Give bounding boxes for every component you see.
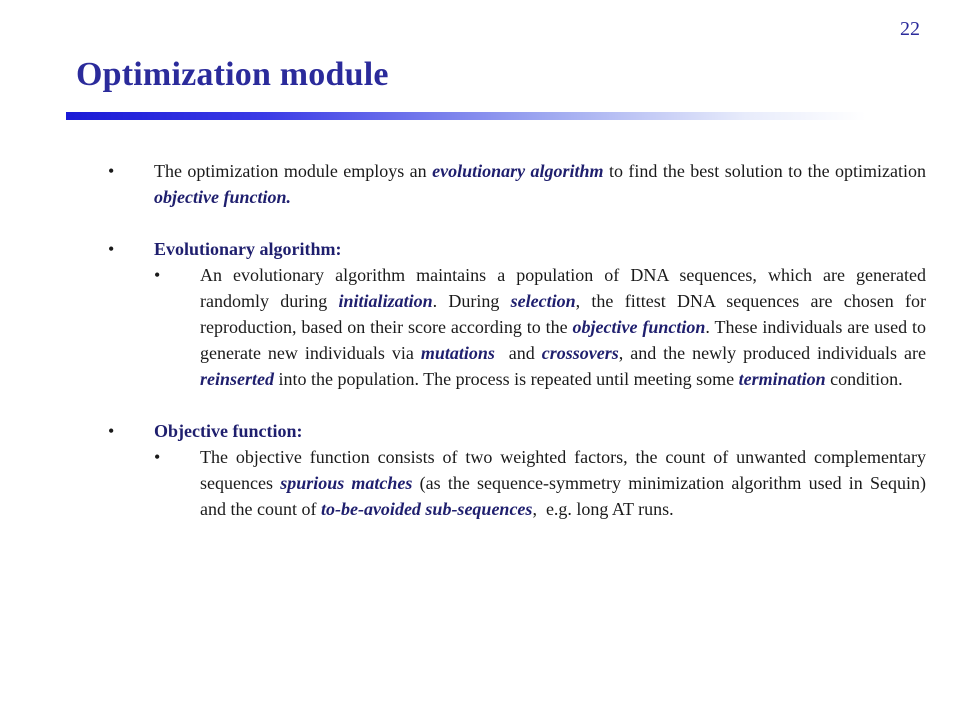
- sub-bullet-evolutionary: [108, 262, 926, 392]
- obj-text-1: The objective function consists of two weighted factors, the count of unwanted complementary sequences: [200, 447, 926, 493]
- evolutionary-heading: Evolutionary algorithm:: [154, 239, 342, 259]
- spacer: [108, 392, 926, 418]
- bullet-evolutionary-heading: [108, 236, 926, 262]
- evo-emphasis-crossovers: crossovers: [541, 343, 619, 363]
- evo-text-2: . During: [432, 291, 511, 311]
- objective-heading: Objective function:: [154, 421, 303, 441]
- bullet-dot-icon: •: [154, 265, 161, 285]
- bullet-intro: [108, 158, 926, 210]
- bullet-dot-icon: •: [154, 447, 161, 467]
- slide-content: [108, 158, 926, 522]
- title-underline-rule: [66, 112, 866, 120]
- intro-text-1: The optimization module employs an: [154, 161, 433, 181]
- evo-emphasis-mutations: mutations: [420, 343, 495, 363]
- intro-emphasis-objective-function: objective function.: [154, 187, 291, 207]
- spacer: [108, 210, 926, 236]
- evo-text-8: condition.: [825, 369, 903, 389]
- evo-text-4: . These individuals are used to generate new individuals via: [200, 317, 926, 363]
- intro-text-2: to find the best solution to the optimization: [603, 161, 926, 181]
- bullet-dot-icon: •: [108, 239, 115, 259]
- evo-text-5: and: [494, 343, 542, 363]
- evo-emphasis-termination: termination: [738, 369, 826, 389]
- obj-text-2: (as the sequence-symmetry minimization algorithm used in Sequin) and the count of: [200, 473, 927, 519]
- evo-emphasis-selection: selection: [510, 291, 576, 311]
- slide-title: Optimization module: [76, 56, 389, 93]
- page-number: 22: [900, 18, 920, 40]
- intro-emphasis-evolutionary-algorithm: evolutionary algorithm: [432, 161, 604, 181]
- obj-emphasis-to-be-avoided: to-be-avoided sub-sequences: [320, 499, 533, 519]
- bullet-dot-icon: •: [108, 161, 115, 181]
- sub-bullet-objective: [108, 444, 926, 522]
- evo-text-1: An evolutionary algorithm maintains a population of DNA sequences, which are generated randomly during: [200, 265, 926, 311]
- bullet-objective-heading: [108, 418, 926, 444]
- obj-text-3: , e.g. long AT runs.: [532, 499, 674, 519]
- evo-emphasis-initialization: initialization: [338, 291, 433, 311]
- evo-emphasis-reinserted: reinserted: [200, 369, 274, 389]
- evo-text-6: , and the newly produced individuals are: [618, 343, 926, 363]
- evo-text-7: into the population. The process is repeated until meeting some: [274, 369, 739, 389]
- bullet-dot-icon: •: [108, 421, 115, 441]
- obj-emphasis-spurious-matches: spurious matches: [280, 473, 413, 493]
- evo-emphasis-objective-function: objective function: [572, 317, 706, 337]
- evo-text-3: , the fittest DNA sequences are chosen for reproduction, based on their score according to the: [200, 291, 927, 337]
